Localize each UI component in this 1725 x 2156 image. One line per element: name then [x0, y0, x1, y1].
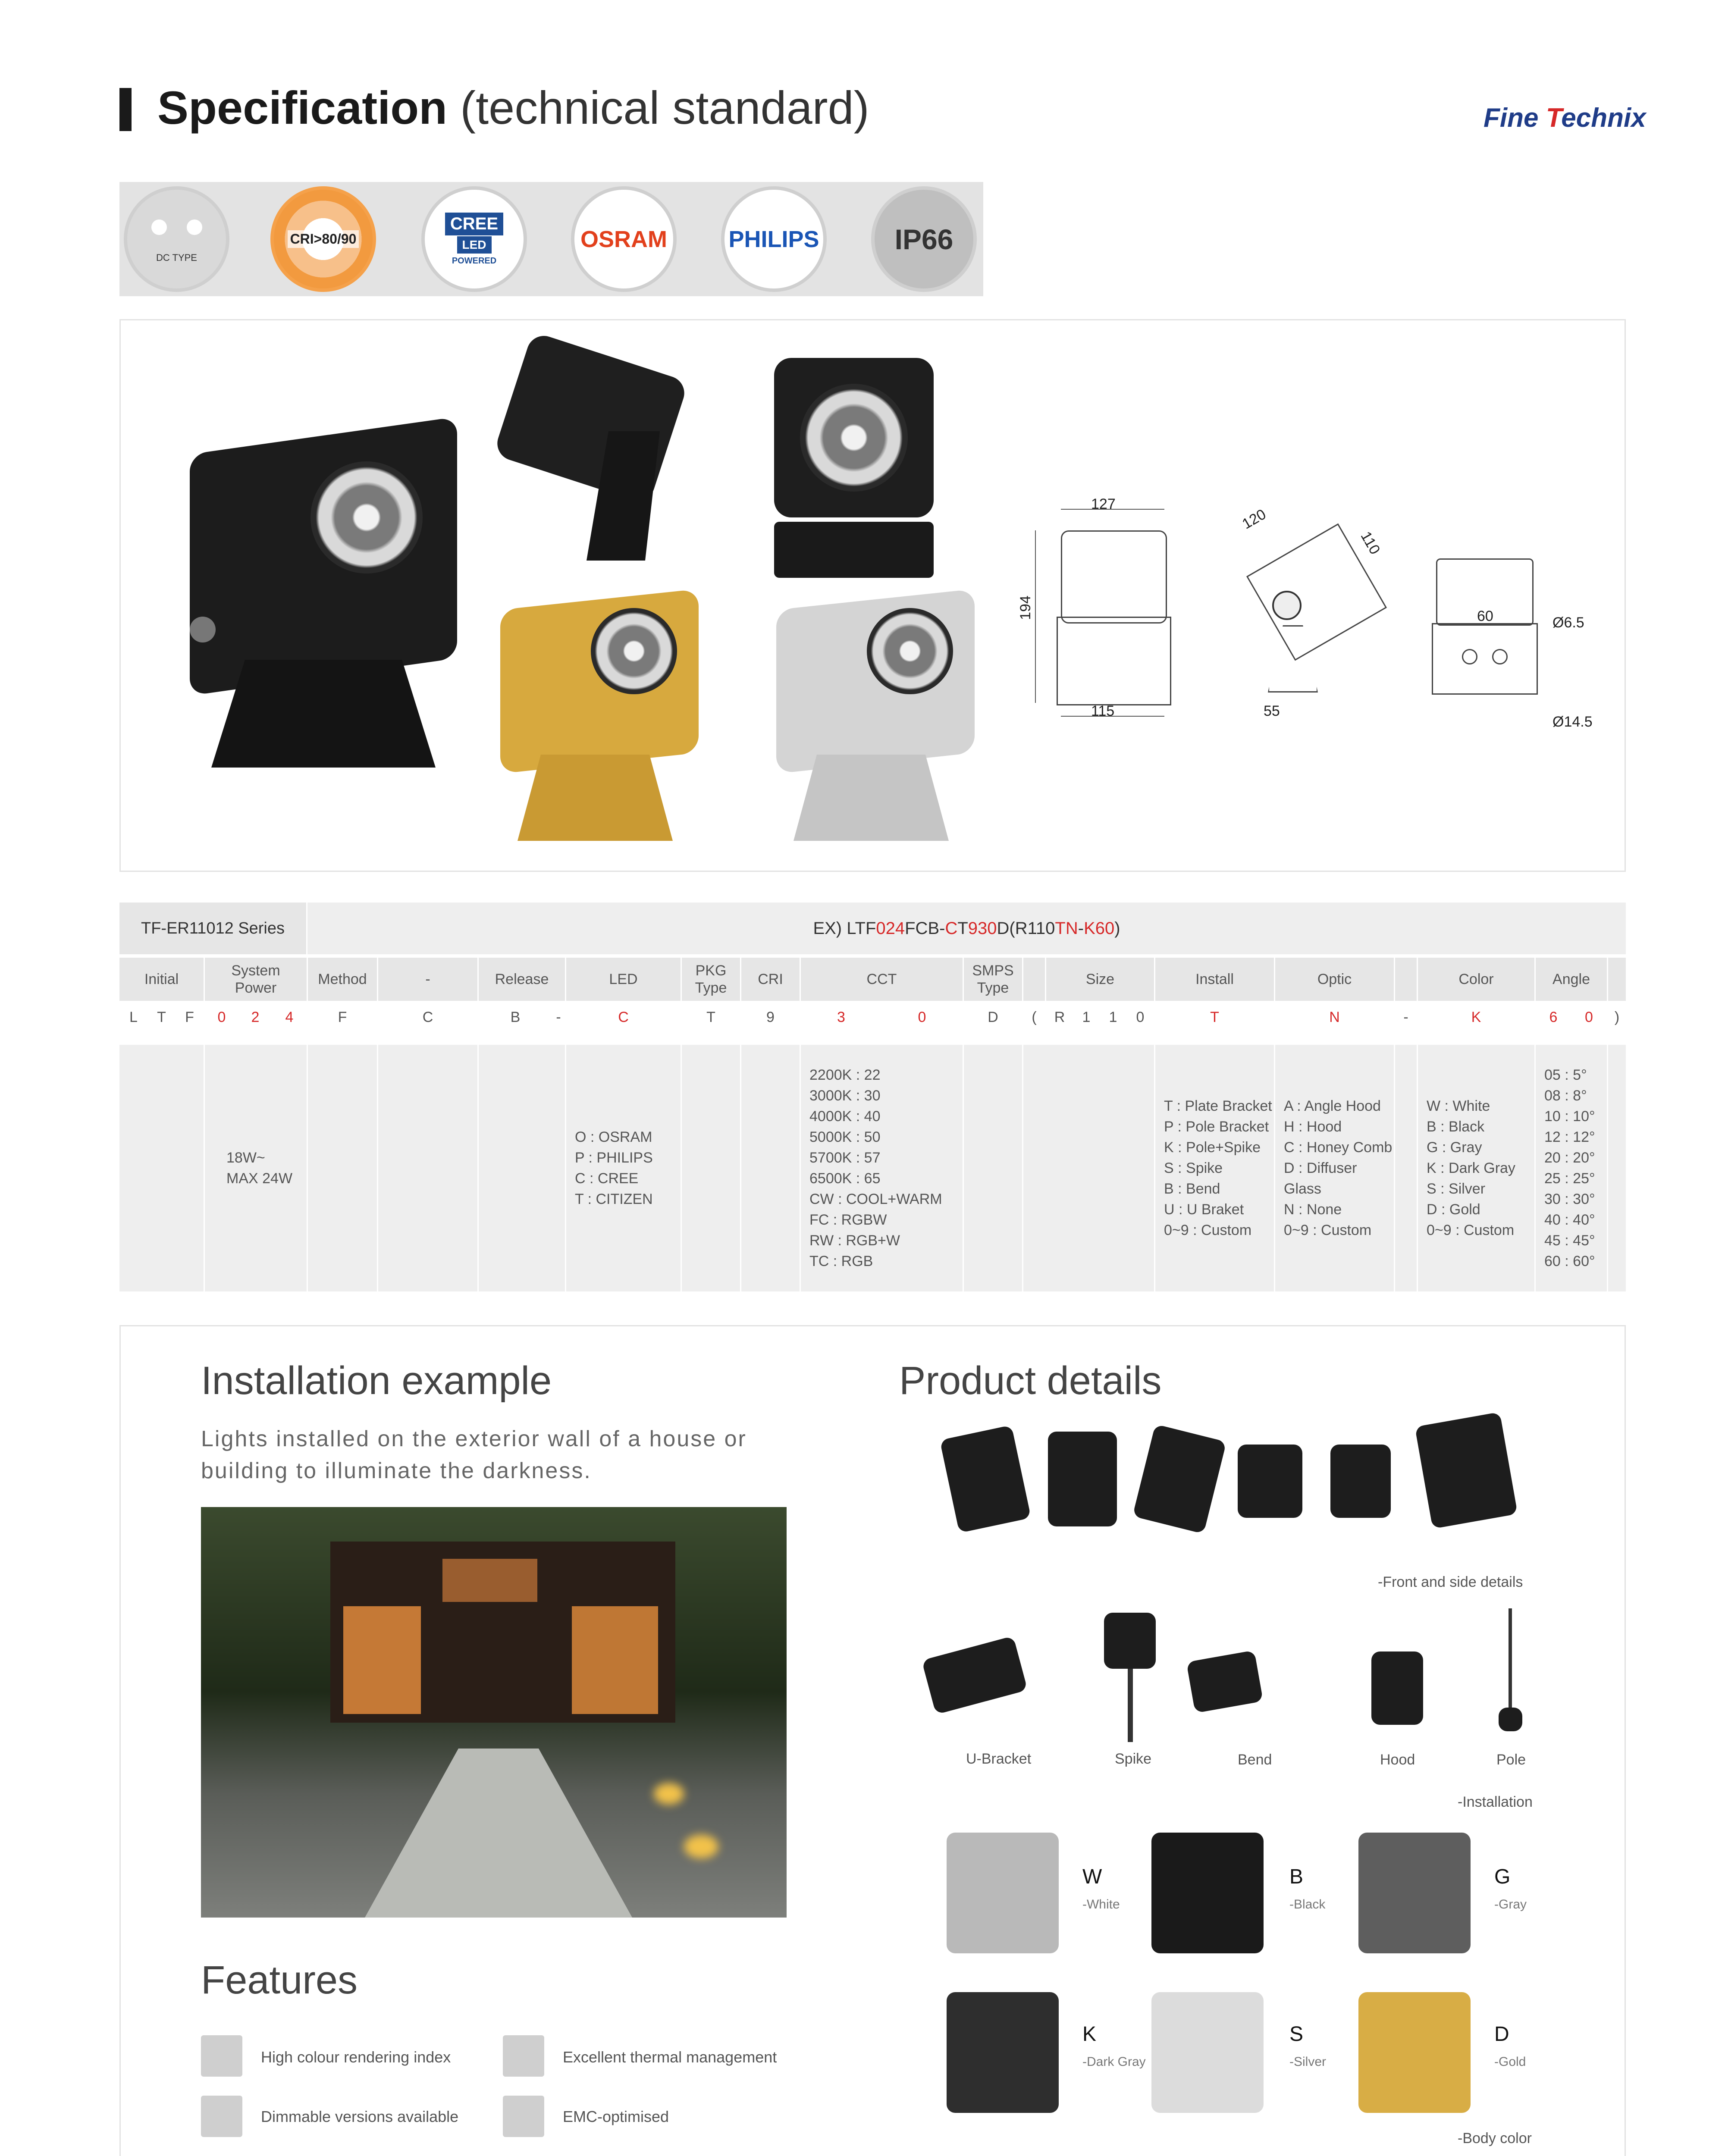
brand-logo-part: echnix — [1561, 103, 1646, 133]
header-method: Method — [308, 958, 377, 1001]
dim-side-base: 55 — [1264, 703, 1280, 719]
header-optic: Optic — [1275, 958, 1394, 1001]
code-char: C — [422, 1009, 433, 1025]
color-code-dark-gray: K — [1082, 2023, 1097, 2046]
ip66-label: IP66 — [894, 223, 953, 255]
cree-powered-text: POWERED — [452, 256, 497, 266]
header-cct: CCT — [801, 958, 963, 1001]
product-photo-black-side — [500, 345, 703, 569]
header-dash: - — [378, 958, 477, 1001]
color-swatch-dark-gray — [947, 1992, 1059, 2113]
table-row-options — [119, 1045, 1626, 1291]
page-title-main: Specification — [157, 81, 448, 134]
options-angle: 05 : 5° 08 : 8° 10 : 10° 12 : 12° 20 : 20° 25 : 25° 30 : 30° 40 : 40° 45 : 45° 60 : 60° — [1536, 1045, 1607, 1291]
color-name-dark-gray: -Dark Gray — [1082, 2055, 1146, 2069]
dim-hole-small: Ø6.5 — [1552, 614, 1584, 631]
code-char: - — [556, 1009, 561, 1025]
dimension-drawing-front — [1026, 500, 1182, 724]
dim-side-depth: 120 — [1239, 506, 1269, 533]
header-color: Color — [1418, 958, 1534, 1001]
example-code-part: C — [945, 919, 958, 938]
code-char: - — [1403, 1009, 1408, 1025]
header-size: Size — [1046, 958, 1154, 1001]
product-photo-black-large — [164, 436, 474, 772]
color-name-gray: -Gray — [1494, 1897, 1527, 1912]
options-initial — [119, 1045, 204, 1291]
code-char: 6 — [1549, 1009, 1558, 1025]
options-optic: A : Angle Hood H : Hood C : Honey Comb D : Diffuser Glass N : None 0~9 : Custom — [1275, 1045, 1394, 1291]
color-code-silver: S — [1289, 2023, 1304, 2046]
install-hood-image — [1371, 1651, 1423, 1725]
example-code-part: FCB- — [905, 919, 945, 938]
color-swatch-black — [1151, 1833, 1264, 1953]
features-title: Features — [201, 1958, 358, 2002]
options-pkg-type — [682, 1045, 740, 1291]
code-char: R — [1054, 1009, 1065, 1025]
series-name: TF-ER11012 Series — [119, 903, 306, 954]
header-cri: CRI — [741, 958, 800, 1001]
code-char: 0 — [217, 1009, 226, 1025]
code-char: 1 — [1109, 1009, 1117, 1025]
example-code-part: T — [957, 919, 968, 938]
caption-installation: -Installation — [1458, 1794, 1533, 1810]
philips-badge — [721, 186, 827, 292]
detail-thumb-4 — [1238, 1445, 1302, 1518]
code-char: 2 — [251, 1009, 260, 1025]
cree-logo-text: CREE — [445, 213, 503, 235]
code-char: T — [1210, 1009, 1219, 1025]
dim-front-height: 194 — [1017, 595, 1034, 620]
product-photo-gold — [483, 599, 707, 841]
dimmable-feature-icon — [201, 2096, 242, 2137]
color-code-black: B — [1289, 1865, 1304, 1888]
code-char: T — [157, 1009, 166, 1025]
brand-logo — [1484, 103, 1646, 133]
feature-dimmable: Dimmable versions available — [261, 2108, 459, 2125]
options-spacer — [1395, 1045, 1417, 1291]
color-swatch-gold — [1358, 1992, 1471, 2113]
options-release — [479, 1045, 565, 1291]
brand-logo-part: Fine — [1484, 103, 1546, 133]
options-install: T : Plate Bracket P : Pole Bracket K : Pole+Spike S : Spike B : Bend U : U Braket 0~9 : Custom — [1155, 1045, 1274, 1291]
options-led: O : OSRAM P : PHILIPS C : CREE T : CITIZEN — [566, 1045, 681, 1291]
options-method — [308, 1045, 377, 1291]
header-release: Release — [479, 958, 565, 1001]
product-photo-black-front — [770, 358, 942, 578]
code-char: F — [338, 1009, 347, 1025]
example-code-part: 930 — [968, 919, 997, 938]
pole-rod — [1509, 1608, 1512, 1716]
philips-label: PHILIPS — [728, 226, 819, 252]
title-accent-bar — [119, 88, 132, 131]
installation-title: Installation example — [201, 1359, 552, 1403]
page-title — [157, 80, 869, 136]
code-char: ) — [1614, 1009, 1620, 1025]
code-char: C — [618, 1009, 629, 1025]
table-row-code — [119, 1004, 1626, 1030]
example-code-part: EX) LTF — [813, 919, 876, 938]
code-char: K — [1471, 1009, 1481, 1025]
code-char: 0 — [1585, 1009, 1593, 1025]
header-initial: Initial — [119, 958, 204, 1001]
header-spacer — [1023, 958, 1045, 1001]
header-install: Install — [1155, 958, 1274, 1001]
install-pole-image — [1499, 1708, 1522, 1731]
osram-label: OSRAM — [580, 226, 667, 252]
detail-thumb-5 — [1330, 1445, 1391, 1518]
color-swatch-gray — [1358, 1833, 1471, 1953]
code-char: 0 — [918, 1009, 926, 1025]
certification-badges — [119, 182, 983, 296]
color-name-black: -Black — [1289, 1897, 1326, 1912]
options-dash — [378, 1045, 477, 1291]
options-spacer — [1608, 1045, 1626, 1291]
header-spacer — [1608, 958, 1626, 1001]
product-photo-silver — [759, 599, 983, 841]
installation-photo — [201, 1507, 787, 1918]
label-hood: Hood — [1380, 1752, 1415, 1768]
code-char: L — [129, 1009, 138, 1025]
code-char: 3 — [837, 1009, 845, 1025]
cri-badge — [270, 186, 376, 292]
dc-type-badge — [124, 186, 229, 292]
example-code — [307, 903, 1626, 954]
code-char: D — [988, 1009, 998, 1025]
feature-high-cri: High colour rendering index — [261, 2048, 451, 2066]
dc-type-label: DC TYPE — [156, 252, 197, 263]
color-name-gold: -Gold — [1494, 2055, 1526, 2069]
osram-badge — [571, 186, 677, 292]
header-angle: Angle — [1536, 958, 1607, 1001]
installation-text: Lights installed on the exterior wall of a house or building to illuminate the darkness. — [201, 1426, 747, 1483]
code-char: 4 — [285, 1009, 294, 1025]
feature-thermal: Excellent thermal management — [563, 2048, 777, 2066]
header-spacer — [1395, 958, 1417, 1001]
color-swatch-silver — [1151, 1992, 1264, 2113]
product-details-title: Product details — [899, 1359, 1162, 1403]
color-code-gray: G — [1494, 1865, 1511, 1888]
example-code-part: D(R110 — [997, 919, 1055, 938]
example-code-part: TN — [1055, 919, 1078, 938]
code-char: ( — [1032, 1009, 1037, 1025]
code-char: B — [510, 1009, 521, 1025]
thermal-feature-icon — [503, 2035, 544, 2077]
color-code-white: W — [1082, 1865, 1102, 1888]
code-char: N — [1329, 1009, 1340, 1025]
header-smps-type: SMPS Type — [964, 958, 1022, 1001]
color-name-silver: -Silver — [1289, 2055, 1327, 2069]
dim-hole-large: Ø14.5 — [1552, 714, 1593, 730]
example-code-part: ) — [1114, 919, 1120, 938]
code-char: T — [706, 1009, 715, 1025]
dim-front-width: 127 — [1091, 496, 1116, 512]
label-spike: Spike — [1115, 1751, 1152, 1767]
ip66-badge — [871, 186, 977, 292]
header-system-power: System Power — [205, 958, 307, 1001]
options-size — [1023, 1045, 1154, 1291]
header-pkg-type: PKG Type — [682, 958, 740, 1001]
dimension-drawing-back — [1423, 558, 1544, 701]
options-cct: 2200K : 22 3000K : 30 4000K : 40 5000K : 50 5700K : 57 6500K : 65 CW : COOL+WARM FC : RGBW RW : RGB+W TC : RGB — [801, 1045, 963, 1291]
code-char: 1 — [1082, 1009, 1091, 1025]
spike-stake — [1128, 1669, 1133, 1742]
page-title-sub: (technical standard) — [460, 81, 869, 134]
label-pole: Pole — [1496, 1752, 1526, 1768]
label-u-bracket: U-Bracket — [966, 1751, 1032, 1767]
code-char: F — [185, 1009, 194, 1025]
color-name-white: -White — [1082, 1897, 1120, 1912]
install-spike-image — [1104, 1613, 1156, 1669]
dim-front-base: 115 — [1091, 703, 1115, 719]
color-swatch-white — [947, 1833, 1059, 1953]
caption-front-side: -Front and side details — [1378, 1574, 1523, 1590]
cree-badge — [421, 186, 527, 292]
header-led: LED — [566, 958, 681, 1001]
color-code-gold: D — [1494, 2023, 1509, 2046]
cri-label: CRI>80/90 — [288, 230, 359, 248]
emc-feature-icon — [503, 2096, 544, 2137]
dim-side-height: 110 — [1357, 529, 1383, 558]
dc-plug-icon — [151, 219, 202, 235]
cri-feature-icon — [201, 2035, 242, 2077]
options-color: W : White B : Black G : Gray K : Dark Gray S : Silver D : Gold 0~9 : Custom — [1418, 1045, 1534, 1291]
code-char: 0 — [1136, 1009, 1145, 1025]
table-row-series — [119, 903, 1626, 954]
options-cri — [741, 1045, 800, 1291]
options-smps — [964, 1045, 1022, 1291]
example-code-part: - — [1078, 919, 1084, 938]
dim-back-width: 60 — [1477, 608, 1493, 624]
detail-thumb-2 — [1048, 1432, 1117, 1526]
feature-emc: EMC-optimised — [563, 2108, 669, 2125]
caption-body-color: -Body color — [1458, 2130, 1532, 2147]
example-code-part: 024 — [876, 919, 905, 938]
cree-led-text: LED — [457, 236, 492, 254]
example-code-part: K60 — [1084, 919, 1115, 938]
code-char: 9 — [766, 1009, 775, 1025]
table-row-headers — [119, 958, 1626, 1001]
detail-thumb-6 — [1415, 1412, 1518, 1529]
options-system-power: 18W~ MAX 24W — [205, 1045, 307, 1291]
label-bend: Bend — [1238, 1752, 1272, 1768]
brand-logo-part: T — [1546, 103, 1562, 133]
